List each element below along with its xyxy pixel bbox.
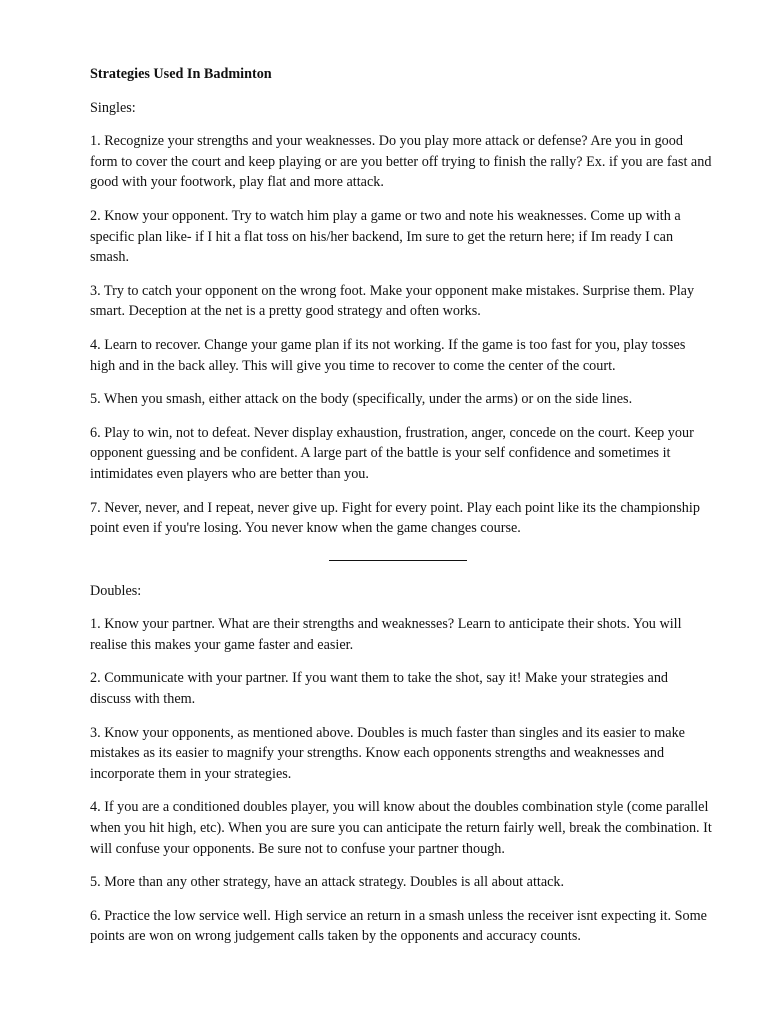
singles-item-6: 6. Play to win, not to defeat. Never display exhaustion, frustration, anger, concede on the court. Keep your opponent guessing and be confident. A large part of the battle is your self confidence and sometimes it intimidates even players who are better than you.: [90, 424, 694, 482]
document-title: Strategies Used In Badminton: [90, 66, 272, 82]
doubles-item-1: 1. Know your partner. What are their strengths and weaknesses? Learn to anticipate their shots. You will realise this makes your game faster and easier.: [90, 616, 682, 653]
doubles-item-5: 5. More than any other strategy, have an attack strategy. Doubles is all about attack.: [90, 874, 565, 891]
doubles-item-6: 6. Practice the low service well. High service an return in a smash unless the receiver isnt expecting it. Some points are won on wrong judgement calls taken by the opponents and accuracy counts.: [90, 907, 707, 945]
document-page: [90, 64, 712, 960]
doubles-item-4: 4. If you are a conditioned doubles player, you will know about the doubles combination style (come parallel when you hit high, etc). When you are sure you can anticipate the return fairly well, break the combination. It will confuse your opponents. Be sure not to confuse your partner though.: [90, 799, 712, 857]
doubles-item-2: 2. Communicate with your partner. If you want them to take the shot, say it! Make your strategies and discuss with them.: [90, 670, 669, 708]
section-divider: [329, 560, 467, 561]
singles-item-7: 7. Never, never, and I repeat, never give up. Fight for every point. Play each point like its the championship point even if you're losing. You never know when the game changes course.: [90, 499, 700, 537]
singles-item-3: 3. Try to catch your opponent on the wrong foot. Make your opponent make mistakes. Surprise them. Play smart. Deception at the net is a pretty good strategy and often works.: [90, 282, 695, 320]
doubles-heading: Doubles:: [90, 582, 142, 599]
singles-heading: Singles:: [90, 99, 136, 116]
singles-item-4: 4. Learn to recover. Change your game plan if its not working. If the game is too fast for you, play tosses high and in the back alley. This will give you time to recover to come the center of the court.: [90, 336, 686, 374]
doubles-item-3: 3. Know your opponents, as mentioned above. Doubles is much faster than singles and its easier to make mistakes as its easier to magnify your strengths. Know each opponents strengths and weaknesses and incorporate them in your strategies.: [90, 724, 685, 782]
singles-item-5: 5. When you smash, either attack on the body (specifically, under the arms) or on the side lines.: [90, 391, 633, 408]
singles-item-1: 1. Recognize your strengths and your weaknesses. Do you play more attack or defense? Are you in good form to cover the court and keep playing or are you better off trying to finish the rally? Ex. if you are fast and good with your footwork, play flat and more attack.: [90, 133, 712, 191]
singles-item-2: 2. Know your opponent. Try to watch him play a game or two and note his weaknesses. Come up with a specific plan like- if I hit a flat toss on his/her backend, Im sure to get the return here; if Im ready I can smash.: [90, 207, 681, 266]
